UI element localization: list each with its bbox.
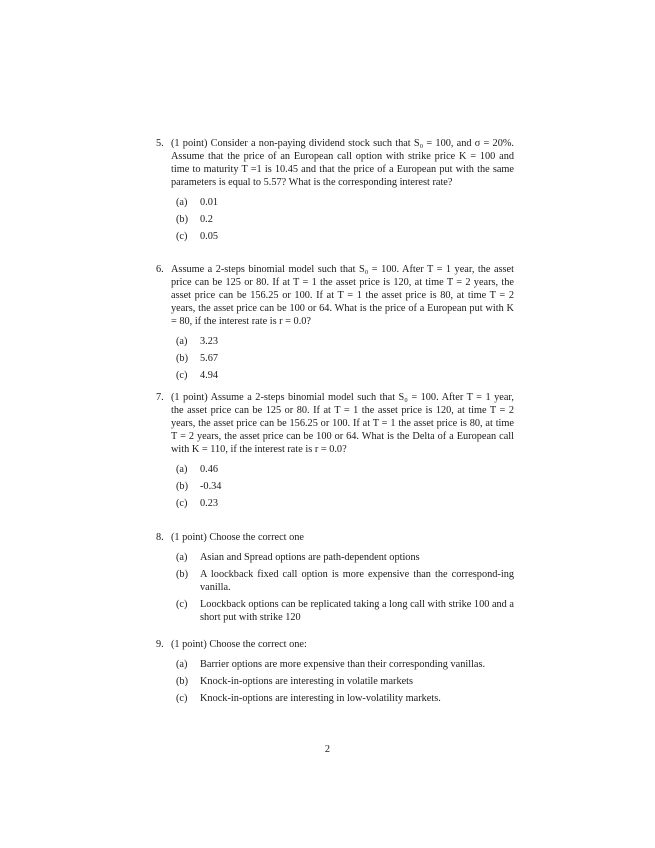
question-text: (1 point) Choose the correct one — [171, 532, 304, 543]
question-9 — [156, 638, 514, 709]
option-c — [176, 598, 514, 624]
option-label: (a) — [176, 552, 188, 563]
option-text: Loockback options can be replicated taking a long call with strike 100 and a short put with strike 120 — [200, 599, 514, 623]
question-number: 6. — [156, 264, 164, 275]
question-8 — [156, 531, 514, 628]
question-text: (1 point) Choose the correct one: — [171, 639, 307, 650]
option-text: Knock-in-options are interesting in volatile markets — [200, 676, 414, 687]
option-label: (c) — [176, 693, 188, 704]
option-text: 4.94 — [200, 370, 219, 381]
option-text: 0.01 — [200, 197, 219, 208]
option-b — [176, 675, 514, 688]
option-label: (b) — [176, 481, 189, 492]
option-c — [176, 230, 514, 243]
option-c — [176, 692, 514, 705]
option-list — [156, 335, 514, 382]
option-label: (c) — [176, 231, 188, 242]
option-c — [176, 497, 514, 510]
option-text: 0.05 — [200, 231, 219, 242]
question-text: (1 point) Consider a non-paying dividend stock such that S₀ = 100, and σ = 20%. Assume that the price of an European call option with strike price K = 100 and time to maturity T =1 is 10.45 and that the price of a European put with the same parameters is equal to 5.57? What is the corresponding interest rate? — [171, 138, 514, 188]
question-text: Assume a 2-steps binomial model such that S₀ = 100. After T = 1 year, the asset price can be 125 or 80. If at T = 1 the asset price is 120, at time T = 2 years, the asset price can be 156.25 or 100. If at T = 1 the asset price is 80, at time T = 2 years, the asset price can be 100 or 64. What is the price of a European put with K = 80, if the interest rate is r = 0.0? — [171, 264, 514, 327]
question-number: 5. — [156, 138, 164, 149]
option-a — [176, 551, 514, 564]
option-label: (a) — [176, 659, 188, 670]
option-label: (c) — [176, 599, 188, 610]
option-a — [176, 463, 514, 476]
option-text: -0.34 — [200, 481, 222, 492]
option-label: (a) — [176, 197, 188, 208]
question-number: 7. — [156, 392, 164, 403]
option-text: 0.23 — [200, 498, 219, 509]
option-label: (a) — [176, 336, 188, 347]
option-b — [176, 568, 514, 594]
question-number: 8. — [156, 532, 164, 543]
option-a — [176, 658, 514, 671]
option-text: A loockback fixed call option is more expensive than the correspond-ing vanilla. — [200, 569, 514, 593]
option-c — [176, 369, 514, 382]
question-6 — [156, 263, 514, 386]
option-label: (b) — [176, 353, 189, 364]
option-text: Knock-in-options are interesting in low-volatility markets. — [200, 693, 441, 704]
option-text: 3.23 — [200, 336, 219, 347]
option-a — [176, 335, 514, 348]
option-label: (a) — [176, 464, 188, 475]
option-label: (b) — [176, 569, 189, 580]
option-text: 5.67 — [200, 353, 219, 364]
page-number: 2 — [324, 744, 331, 755]
option-list — [156, 196, 514, 243]
option-list — [156, 463, 514, 510]
option-label: (b) — [176, 214, 189, 225]
option-label: (c) — [176, 370, 188, 381]
option-text: 0.2 — [200, 214, 213, 225]
option-b — [176, 213, 514, 226]
option-label: (c) — [176, 498, 188, 509]
option-list — [156, 658, 514, 705]
option-text: Asian and Spread options are path-dependent options — [200, 552, 420, 563]
question-5 — [156, 137, 514, 247]
option-b — [176, 352, 514, 365]
question-text: (1 point) Assume a 2-steps binomial model such that S₀ = 100. After T = 1 year, the asset price can be 125 or 80. If at T = 1 the asset price is 120, at time T = 2 years, the asset price can be 156.25 or 100. If at T = 1 the asset price is 80, at time T = 2 years, the asset price can be 100 or 64. What is the Delta of a European call with K = 110, if the interest rate is r = 0.0? — [171, 392, 514, 455]
question-7 — [156, 391, 514, 514]
option-text: Barrier options are more expensive than their corresponding vanillas. — [200, 659, 486, 670]
option-list — [156, 551, 514, 624]
option-text: 0.46 — [200, 464, 219, 475]
option-b — [176, 480, 514, 493]
question-number: 9. — [156, 639, 164, 650]
option-a — [176, 196, 514, 209]
option-label: (b) — [176, 676, 189, 687]
